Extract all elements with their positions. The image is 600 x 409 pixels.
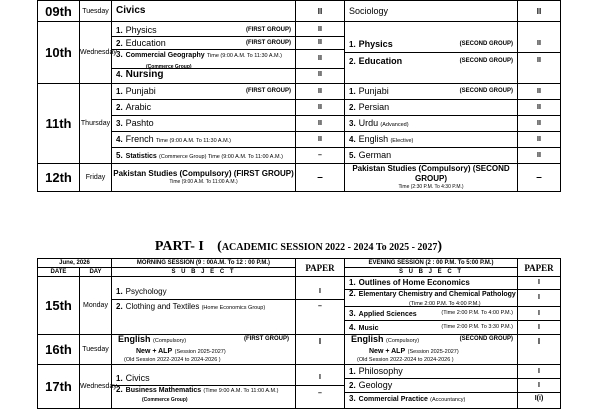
- paper-cell: [518, 84, 561, 164]
- item-number: 5.: [116, 151, 123, 160]
- subject-name: Physics: [358, 39, 393, 49]
- table-row: [38, 365, 561, 409]
- open-paren: (: [217, 239, 222, 254]
- day-cell: Tuesday: [80, 1, 112, 22]
- item-number: 2.: [116, 302, 123, 311]
- item-number: 3.: [349, 394, 356, 403]
- paper-cell: [518, 22, 561, 84]
- paper-header: PAPER: [518, 259, 561, 277]
- paper-header: PAPER: [296, 259, 345, 277]
- item-number: 1.: [116, 374, 123, 383]
- paper-value: II: [518, 116, 560, 132]
- item-number: 3.: [349, 119, 356, 128]
- evening-subject-cell: [345, 22, 518, 84]
- item-number: 4.: [349, 135, 356, 144]
- old-session-note: (Old Session 2022-2024 to 2024-2026 ): [124, 357, 221, 363]
- close-paren: ): [437, 239, 443, 254]
- paper-value: II: [537, 57, 541, 64]
- paper-value: I: [518, 277, 560, 290]
- date-cell: 17th: [38, 365, 80, 409]
- item-number: 4.: [116, 70, 123, 79]
- academic-session: ACADEMIC SESSION 2022 - 2024 To 2025 - 2027: [221, 242, 438, 253]
- group-label: (FIRST GROUP): [246, 40, 291, 46]
- date-cell: 16th: [38, 335, 80, 365]
- item-number: 3.: [116, 50, 123, 59]
- time-note: Time (9:00 A.M. To 11:30 A.M.): [206, 53, 282, 59]
- paper-value: II: [296, 116, 344, 132]
- time-note: (Time 2:00 P.M. To 3:30 P.M.): [441, 324, 513, 330]
- item-number: 2.: [349, 57, 356, 66]
- table-row: [38, 22, 561, 84]
- paper-value: –: [318, 303, 322, 310]
- evening-session-header: [345, 259, 518, 277]
- subject-name: Pakistan Studies (Compulsory) (FIRST GROUP): [113, 169, 294, 178]
- subject-name: Persian: [358, 102, 390, 112]
- session-note: (Session 2025-2027): [407, 349, 459, 355]
- item-number: 1.: [349, 87, 356, 96]
- table-row: [38, 164, 561, 192]
- top-schedule-table: [37, 0, 561, 192]
- time-note: (Home Economics Group): [201, 305, 266, 311]
- paper-cell: [518, 277, 561, 335]
- subject-name: Urdu: [358, 118, 379, 128]
- time-note: (Time 9:00 A.M. To 11:00 A.M.): [203, 388, 279, 394]
- group-label: (FIRST GROUP): [246, 88, 291, 94]
- time-note: (Time 2:00 P.M. To 4:00 P.M.): [441, 310, 513, 316]
- day-cell: Friday: [80, 164, 112, 192]
- subject-label: S U B J E C T: [112, 267, 295, 276]
- subject-name: Civics: [116, 5, 146, 16]
- paper-cell: I: [296, 335, 345, 365]
- subject-name: Geology: [358, 380, 393, 390]
- date-cell: 15th: [38, 277, 80, 335]
- paper-value: I: [518, 290, 560, 307]
- day-header: DAY: [80, 268, 112, 277]
- subject-name: Pakistan Studies (Compulsory) (SECOND GROUP): [352, 164, 510, 183]
- subject-name: Sociology: [349, 6, 389, 16]
- paper-value: II: [296, 84, 344, 100]
- evening-subject-cell: [345, 1, 518, 22]
- paper-value: –: [318, 390, 322, 397]
- subject-name: Psychology: [125, 287, 167, 296]
- subject-name: Physics: [125, 25, 157, 35]
- paper-value: II: [537, 152, 541, 159]
- paper-cell: –: [518, 164, 561, 192]
- morning-subject-cell: [112, 335, 296, 365]
- morning-subject-cell: [112, 277, 296, 335]
- subject-name: Education: [125, 38, 166, 48]
- time-note: Time (9:00 A.M. To 11:30 A.M.): [155, 138, 232, 144]
- item-number: 1.: [349, 278, 356, 287]
- subject-name: Statistics: [125, 153, 157, 160]
- morning-subject-cell: [112, 1, 296, 22]
- paper-value: II: [296, 100, 344, 116]
- item-number: 1.: [349, 367, 356, 376]
- item-number: 2.: [349, 381, 356, 390]
- group-label: (SECOND GROUP): [459, 41, 513, 47]
- table-row: [38, 335, 561, 365]
- item-number: 1.: [116, 287, 123, 296]
- item-number: 1.: [116, 87, 123, 96]
- evening-subject-cell: [345, 84, 518, 164]
- time-note: Time (9:00 A.M. To 11:00 A.M.): [169, 179, 238, 185]
- group-label: (SECOND GROUP): [459, 336, 513, 342]
- paper-value: II: [518, 84, 560, 100]
- paper-value: II: [518, 132, 560, 148]
- evening-subject-cell: [345, 365, 518, 409]
- item-number: 1.: [116, 26, 123, 35]
- time-note: Time (2:30 P.M. To 4:30 P.M.): [398, 184, 464, 190]
- paper-value: II: [518, 36, 560, 53]
- day-cell: Wednesday: [80, 365, 112, 409]
- paper-value: I(i): [534, 395, 544, 402]
- time-note: (Accountancy): [430, 397, 466, 403]
- paper-value: II: [518, 100, 560, 116]
- subject-name: Philosophy: [358, 366, 403, 376]
- morning-subject-cell: [112, 164, 296, 192]
- evening-subject-cell: [345, 277, 518, 335]
- subject-name: Commercial Practice: [358, 396, 428, 403]
- item-number: 2.: [349, 289, 356, 298]
- item-number: 4.: [116, 135, 123, 144]
- group-label: (FIRST GROUP): [244, 336, 289, 342]
- evening-subject-cell: [345, 164, 518, 192]
- item-number: 3.: [116, 119, 123, 128]
- morning-session-header: [112, 259, 296, 277]
- day-cell: Wednesday: [80, 22, 112, 84]
- paper-value: II: [296, 50, 344, 69]
- item-number: 3.: [349, 309, 356, 318]
- subject-name: Commercial Geography: [125, 52, 205, 59]
- subject-name: English: [118, 334, 151, 344]
- subject-name: French: [125, 134, 154, 144]
- subject-name: Outlines of Home Economics: [358, 278, 470, 287]
- group-label: (SECOND GROUP): [459, 88, 513, 94]
- paper-value: II: [296, 24, 344, 37]
- time-note: (Commerce Group) Time (9:00 A.M. To 11:00 A.M.): [159, 154, 283, 160]
- group-label: (FIRST GROUP): [246, 27, 291, 33]
- group-label: (SECOND GROUP): [459, 58, 513, 64]
- paper-value: II: [318, 71, 322, 78]
- paper-cell: [518, 365, 561, 409]
- paper-value: I: [518, 307, 560, 321]
- group-note: (Commerce Group): [146, 64, 192, 70]
- date-header: DATE: [38, 268, 80, 277]
- new-alp: New + ALP: [136, 348, 173, 355]
- paper-value: I: [296, 285, 344, 300]
- item-number: 2.: [116, 103, 123, 112]
- subject-name: Clothing and Textiles: [125, 302, 200, 311]
- day-cell: Monday: [80, 277, 112, 335]
- paper-cell: II: [296, 1, 345, 22]
- subject-name: Punjabi: [358, 86, 389, 96]
- comp-note: (Compulsory): [153, 338, 187, 344]
- subject-name: Arabic: [125, 102, 152, 112]
- time-note: (Time 2:00 P.M. To 4:00 P.M.): [409, 301, 481, 307]
- paper-cell: II: [518, 1, 561, 22]
- morning-subject-cell: [112, 365, 296, 409]
- morning-subject-cell: [112, 22, 296, 84]
- old-session-note: (Old Session 2022-2024 to 2024-2026 ): [357, 357, 454, 363]
- date-cell: 10th: [38, 22, 80, 84]
- paper-cell: –: [296, 164, 345, 192]
- item-number: 1.: [349, 40, 356, 49]
- subject-name: Nursing: [125, 69, 164, 80]
- time-note: (Advanced): [380, 122, 409, 128]
- paper-value: I: [518, 365, 560, 379]
- comp-note: (Compulsory): [386, 338, 420, 344]
- paper-value: I: [518, 379, 560, 393]
- evening-session-label: EVENING SESSION (2 : 00 P.M. To 5:00 P.M.): [368, 260, 494, 266]
- day-cell: Thursday: [80, 84, 112, 164]
- morning-session-label: MORNING SESSION (9 : 00A.M. To 12 : 00 P.M.): [136, 260, 271, 266]
- table-row: [38, 84, 561, 164]
- date-cell: 11th: [38, 84, 80, 164]
- table-row: [38, 1, 561, 22]
- subject-name: Education: [358, 56, 403, 66]
- date-cell: 12th: [38, 164, 80, 192]
- section-title: [37, 237, 560, 255]
- item-number: 2.: [116, 385, 123, 394]
- paper-value: II: [296, 132, 344, 148]
- subject-name: English: [351, 334, 384, 344]
- paper-cell: I: [518, 335, 561, 365]
- paper-cell: [296, 277, 345, 335]
- subject-name: Punjabi: [125, 86, 156, 96]
- month-header: June, 2026: [38, 259, 112, 268]
- subject-name: German: [358, 150, 392, 160]
- subject-name: Civics: [125, 373, 150, 383]
- subject-name: English: [358, 134, 389, 144]
- date-cell: 09th: [38, 1, 80, 22]
- paper-cell: [296, 22, 345, 84]
- subject-name: Business Mathematics: [125, 387, 202, 394]
- time-note: (Elective): [390, 138, 414, 144]
- part-title: PART- I: [154, 239, 204, 254]
- paper-value: II: [296, 37, 344, 50]
- day-cell: Tuesday: [80, 335, 112, 365]
- item-number: 2.: [349, 103, 356, 112]
- header-row: [38, 259, 561, 268]
- paper-cell: [296, 365, 345, 409]
- session-note: (Session 2025-2027): [174, 349, 226, 355]
- subject-name: Music: [358, 325, 379, 332]
- paper-value: I: [296, 371, 344, 386]
- group-note: (Commerce Group): [142, 397, 188, 403]
- item-number: 5.: [349, 151, 356, 160]
- paper-cell: [296, 84, 345, 164]
- morning-subject-cell: [112, 84, 296, 164]
- subject-name: Pashto: [125, 118, 154, 128]
- subject-name: Applied Sciences: [358, 311, 417, 318]
- subject-name: Elementary Chemistry and Chemical Pathology: [358, 291, 516, 298]
- subject-label: S U B J E C T: [345, 267, 517, 276]
- table-row: [38, 277, 561, 335]
- part1-schedule-table: [37, 258, 561, 409]
- evening-subject-cell: [345, 335, 518, 365]
- item-number: 2.: [116, 39, 123, 48]
- item-number: 4.: [349, 323, 356, 332]
- paper-value: I: [538, 324, 540, 331]
- new-alp: New + ALP: [369, 348, 406, 355]
- paper-value: –: [318, 152, 322, 159]
